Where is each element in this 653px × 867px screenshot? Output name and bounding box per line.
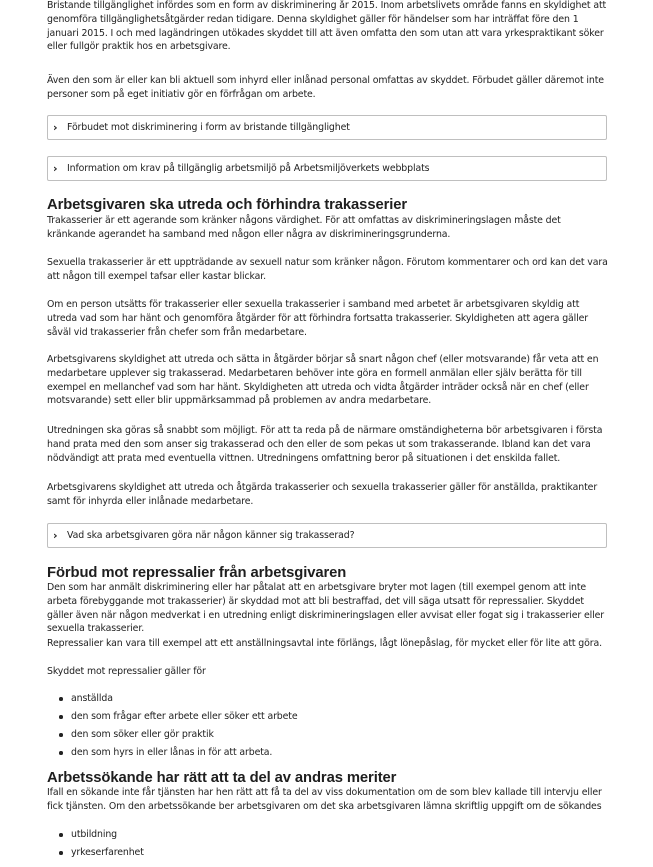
- merits-paragraph-1: Ifall en sökande inte får tjänsten har hen rätt att få ta del av viss dokumentation om de som blev kallade till intervju eller fick tjänsten. Om den arbetssökande ber arbetsgivaren om det ska arbetsgivaren lämna skriftlig uppgift om de sökandes: [47, 787, 602, 812]
- expander-accessibility-ban[interactable]: [47, 115, 607, 140]
- section-heading-harassment: Arbetsgivaren ska utreda och förhindra trakasserier: [47, 197, 408, 213]
- harassment-paragraph-6: Arbetsgivarens skyldighet att utreda och åtgärda trakasserier och sexuella trakasserier gäller för anställda, praktikanter samt för inhyrda eller inlånade medarbetare.: [47, 482, 598, 507]
- reprisals-paragraph-1: Den som har anmält diskriminering eller har påtalat att en arbetsgivare bryter mot lagen (till exempel genom att inte arbeta förebyggande mot trakasserier) är skyddad mot att bli bestraffad, det vill säga utsatt för repressalier. Skyddet gäller även när någon medverkat i en utredning enligt diskrimineringslagen eller avvisat eller fogat sig i trakasserier eller sexuella trakasserier.: [47, 582, 604, 635]
- bullet-icon: [59, 833, 63, 837]
- expander-label: Information om krav på tillgänglig arbetsmiljö på Arbetsmiljöverkets webbplats: [67, 163, 430, 174]
- list-item: utbildning: [59, 829, 117, 841]
- list-item: yrkeserfarenhet: [59, 847, 144, 859]
- list-item: den som söker eller gör praktik: [59, 729, 214, 741]
- list-item: den som frågar efter arbete eller söker ett arbete: [59, 711, 297, 723]
- chevron-right-icon: ›: [53, 528, 58, 542]
- chevron-right-icon: ›: [53, 120, 58, 134]
- reprisals-paragraph-2: Repressalier kan vara till exempel att ett anställningsavtal inte förlängs, lågt lönepåslag, för mycket eller för lite att göra.: [47, 638, 602, 649]
- intro-paragraph-2: Även den som är eller kan bli aktuell som inhyrd eller inlånad personal omfattas av skyddet. Förbudet gäller däremot inte personer som på eget initiativ gör en förfrågan om arbete.: [47, 75, 604, 100]
- chevron-right-icon: ›: [53, 161, 58, 175]
- reprisals-paragraph-3: Skyddet mot repressalier gäller för: [47, 666, 206, 677]
- expander-work-environment-info[interactable]: [47, 156, 607, 181]
- section-heading-merits: Arbetssökande har rätt att ta del av andras meriter: [47, 770, 397, 786]
- harassment-paragraph-3: Om en person utsätts för trakasserier eller sexuella trakasserier i samband med arbetet är arbetsgivaren skyldig att utreda vad som har hänt och genomföra åtgärder för att förhindra fortsatta trakasserier. Skyldigheten att agera gäller såväl vid trakasserier från chefer som från medarbetare.: [47, 299, 589, 338]
- bullet-icon: [59, 733, 63, 737]
- bullet-icon: [59, 715, 63, 719]
- harassment-paragraph-2: Sexuella trakasserier är ett uppträdande av sexuell natur som kränker någon. Förutom kommentarer och ord kan det vara att någon till exempel tafsar eller kastar blickar.: [47, 257, 608, 282]
- harassment-paragraph-4: Arbetsgivarens skyldighet att utreda och sätta in åtgärder börjar så snart någon chef (eller motsvarande) får veta att en medarbetare upplever sig trakasserad. Medarbetaren behöver inte göra en formell anmälan eller själv berätta för till exempel en mellanchef vad som har hänt. Skyldigheten att utreda och vidta åtgärder inträder också när en chef (eller motsvarande) sett eller blir uppmärksammad på problemen av andra medarbetare.: [47, 354, 599, 407]
- bullet-icon: [59, 697, 63, 701]
- list-item: anställda: [59, 693, 113, 705]
- harassment-paragraph-5: Utredningen ska göras så snabbt som möjligt. För att ta reda på de närmare omständigheterna bör arbetsgivaren i första hand prata med den som anser sig trakasserad och den eller de som pekas ut som trakasserande. Ibland kan det vara nödvändigt att prata med eventuella vittnen. Utredningens omfattning beror på situationen i det enskilda fallet.: [47, 425, 603, 464]
- expander-label: Förbudet mot diskriminering i form av bristande tillgänglighet: [67, 122, 350, 133]
- expander-label: Vad ska arbetsgivaren göra när någon känner sig trakasserad?: [67, 530, 355, 541]
- expander-what-to-do-harassed[interactable]: [47, 523, 607, 548]
- list-item: den som hyrs in eller lånas in för att arbeta.: [59, 747, 272, 759]
- bullet-icon: [59, 751, 63, 755]
- harassment-paragraph-1: Trakasserier är ett agerande som kränker någons värdighet. För att omfattas av diskrimineringslagen måste det kränkande agerandet ha samband med någon eller några av diskrimineringsgrunderna.: [47, 215, 561, 240]
- bullet-icon: [59, 851, 63, 855]
- section-heading-reprisals: Förbud mot repressalier från arbetsgivaren: [47, 565, 347, 581]
- intro-paragraph-1: Bristande tillgänglighet infördes som en form av diskriminering år 2015. Inom arbetslivets område fanns en skyldighet att genomföra tillgänglighetsåtgärder redan tidigare. Denna skyldighet gäller för händelser som har inträffat före den 1 januari 2015. I och med lagändringen utökades skyddet till att även omfatta den som utan att vara yrkespraktikant söker eller fullgör praktik hos en arbetsgivare.: [47, 0, 607, 53]
